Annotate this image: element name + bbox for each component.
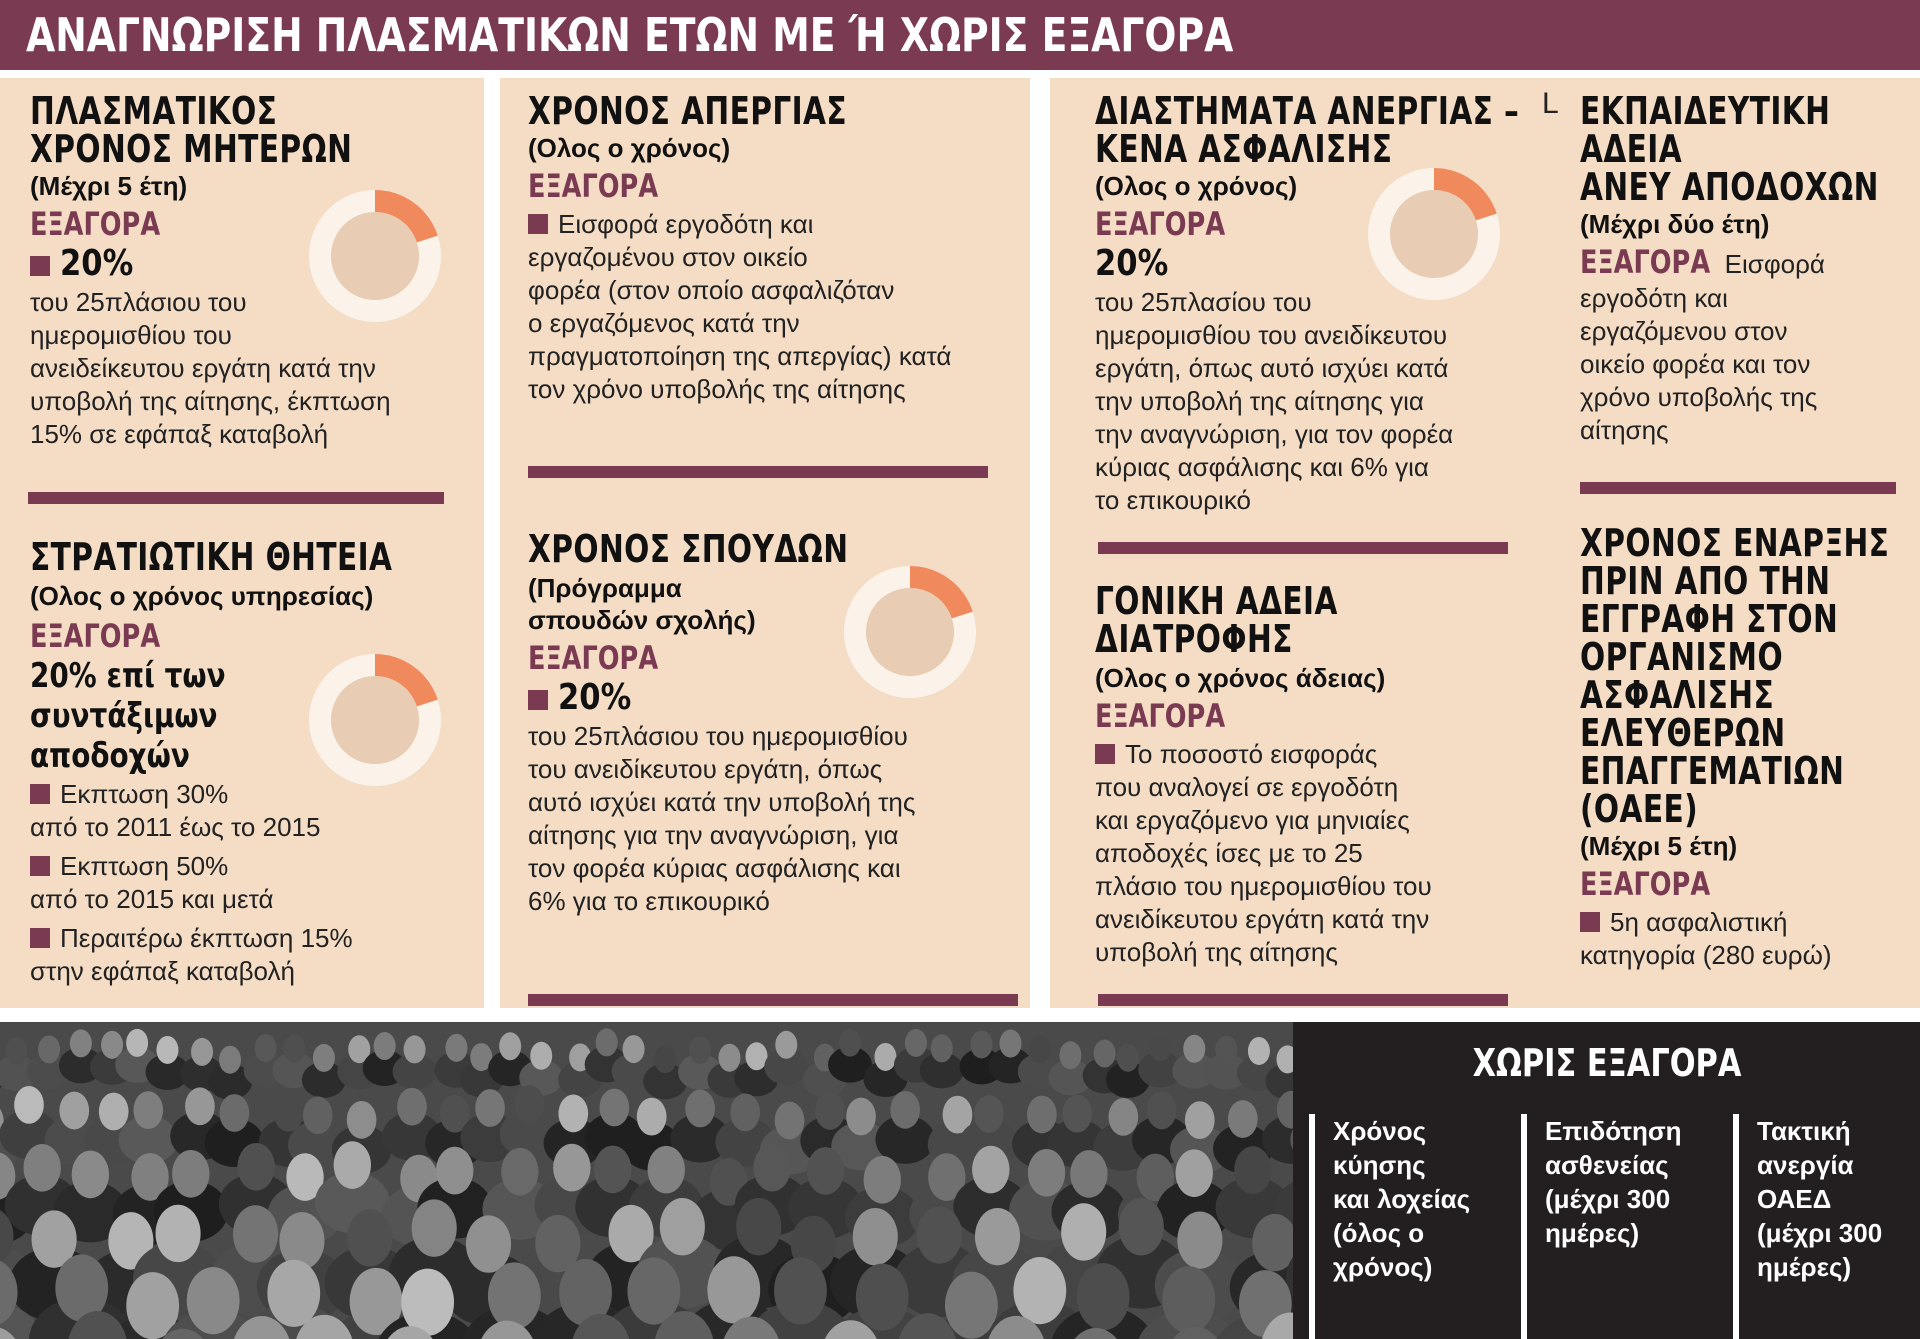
section-subtitle: (Μέχρι 5 έτη)	[30, 171, 188, 201]
person-head	[1059, 1041, 1081, 1069]
buyback-label: ΕΞΑΓΟΡΑ	[1580, 865, 1711, 903]
section-subtitle: (Ολος ο χρόνος άδειας)	[1095, 663, 1386, 693]
section-text	[1095, 286, 1515, 517]
text-line: αποδοχών	[30, 736, 190, 776]
text-line: του 25πλάσιου του	[30, 287, 247, 317]
bullet-icon	[30, 856, 50, 876]
person-head	[1077, 1263, 1130, 1330]
text-line: εργάτη, όπως αυτό ισχύει κατά	[1095, 353, 1449, 383]
bullet-icon	[528, 214, 548, 234]
person-head	[599, 1089, 629, 1127]
person-head	[401, 1269, 454, 1336]
section-title: ΟΡΓΑΝΙΣΜΟ	[1580, 635, 1784, 679]
section-divider	[1098, 542, 1508, 554]
text-line: (μέχρι 300	[1757, 1218, 1883, 1248]
section-educational	[1580, 89, 1910, 447]
text-line: Εκπτωση 30%	[60, 779, 229, 809]
buyback-label: ΕΞΑΓΟΡΑ	[528, 639, 659, 677]
text-line: 15% σε εφάπαξ καταβολή	[30, 419, 329, 449]
person-head	[1029, 1035, 1051, 1063]
person-head	[530, 1042, 552, 1070]
text-line: χρόνος)	[1333, 1252, 1433, 1282]
person-head	[219, 1046, 241, 1074]
text-line: (μέχρι 300	[1545, 1184, 1671, 1214]
buyback-label: ΕΞΑΓΟΡΑ	[1095, 697, 1226, 735]
section-title: ΚΕΝΑ ΑΣΦΑΛΙΣΗΣ	[1095, 127, 1393, 171]
person-head	[558, 1095, 588, 1133]
person-head	[1162, 1266, 1215, 1333]
person-head	[156, 1036, 178, 1064]
person-head	[99, 1093, 129, 1131]
text-line: αυτό ισχύει κατά την υποβολή της	[528, 787, 916, 817]
text-line: που αναλογεί σε εργοδότη	[1095, 772, 1399, 802]
person-head	[374, 1032, 396, 1060]
person-head	[890, 1091, 920, 1129]
person-head	[815, 1092, 845, 1130]
text-line: ανειδίκευτου εργάτη κατά την	[1095, 904, 1430, 934]
section-parental	[1095, 579, 1515, 969]
section-subtitle: (Ολος ο χρόνος)	[1095, 171, 1298, 201]
person-head	[1183, 1035, 1205, 1063]
person-head	[515, 1085, 545, 1123]
no-buyback-title-text: ΧΩΡΙΣ ΕΞΑΓΟΡΑ	[1472, 1041, 1741, 1085]
person-head	[856, 1264, 909, 1331]
text-line: αίτησης για την αναγνώριση, για	[528, 820, 899, 850]
text-line: και λοχείας	[1333, 1184, 1471, 1214]
person-head	[274, 1094, 304, 1132]
section-text	[528, 720, 1028, 918]
person-head	[1149, 1033, 1171, 1061]
section-divider	[528, 466, 988, 478]
donut-chart	[307, 652, 443, 788]
section-subtitle: (Ολος ο χρόνος υπηρεσίας)	[30, 581, 374, 611]
text-line: ημέρες)	[1757, 1252, 1852, 1282]
person-head	[1013, 1257, 1066, 1324]
corner-mark: L	[1542, 87, 1559, 120]
person-head	[475, 1089, 505, 1127]
text-line: ασθενείας	[1545, 1150, 1669, 1180]
buyback-label: ΕΞΑΓΟΡΑ	[30, 205, 161, 243]
person-head	[553, 1144, 590, 1192]
text-line: Επιδότηση	[1545, 1116, 1682, 1146]
text-line: την αναγνώριση, για τον φορέα	[1095, 419, 1454, 449]
section-divider	[1098, 994, 1508, 1006]
text-line: τον φορέα κύριας ασφάλισης και	[528, 853, 901, 883]
person-head	[347, 1101, 377, 1139]
person-head	[14, 1086, 44, 1124]
bullet-icon	[1095, 744, 1115, 764]
section-title: ΑΝΕΥ ΑΠΟΔΟΧΩΝ	[1580, 165, 1879, 209]
section-text	[528, 208, 1028, 406]
person-head	[1027, 1096, 1057, 1134]
person-head	[1061, 1203, 1106, 1260]
person-head	[219, 1094, 249, 1132]
donut-hole	[1390, 190, 1478, 278]
section-title: ΕΓΓΡΑΦΗ ΣΤΟΝ	[1580, 597, 1839, 641]
text-line: τον χρόνο υποβολής της αίτησης	[528, 374, 906, 404]
section-unemployment	[1095, 89, 1520, 517]
person-head	[347, 1209, 392, 1266]
buyback-label: ΕΞΑΓΟΡΑ	[1580, 243, 1711, 281]
section-subtitle: (Μέχρι 5 έτη)	[1580, 831, 1738, 861]
person-head	[133, 1091, 163, 1129]
text-line: ανειδείκευτου εργάτη κατά την	[30, 353, 376, 383]
section-title: ΑΔΕΙΑ	[1580, 127, 1683, 171]
section-start	[1580, 521, 1910, 972]
person-head	[774, 1257, 827, 1324]
person-head	[839, 1029, 861, 1057]
text-line: από το 2015 και μετά	[30, 884, 274, 914]
section-title: ΧΡΟΝΟΣ ΜΗΤΕΡΩΝ	[30, 127, 353, 171]
text-line: Εισφορά εργοδότη και	[558, 209, 814, 239]
no-buyback-column	[1309, 1114, 1515, 1339]
text-line: στην εφάπαξ καταβολή	[30, 956, 295, 986]
person-head	[637, 1098, 667, 1136]
section-strike	[528, 89, 1028, 406]
text-line: 20% επί των	[30, 656, 226, 696]
person-head	[1147, 1092, 1177, 1130]
person-head	[255, 1034, 277, 1062]
text-line: κύησης	[1333, 1150, 1426, 1180]
section-title: ΧΡΟΝΟΣ ΑΠΕΡΓΙΑΣ	[528, 89, 848, 133]
person-head	[313, 1044, 335, 1072]
donut-chart	[1366, 166, 1502, 302]
text-line: (όλος ο	[1333, 1218, 1425, 1248]
percentage-text	[30, 656, 243, 776]
percentage: 20%	[558, 677, 632, 718]
buyback-label: ΕΞΑΓΟΡΑ	[1095, 205, 1226, 243]
text-line: πραγματοποίηση της απεργίας) κατά	[528, 341, 952, 371]
section-text	[1580, 282, 1910, 447]
percentage: 20%	[1095, 243, 1169, 284]
person-head	[404, 1035, 426, 1063]
person-head	[5, 1037, 27, 1065]
bullet-icon	[30, 256, 50, 276]
donut-hole	[866, 588, 954, 676]
person-head	[718, 1044, 740, 1072]
text-line: αποδοχές ίσες με το 25	[1095, 838, 1363, 868]
no-buyback-box	[1293, 1022, 1920, 1339]
section-title: ΑΣΦΑΛΙΣΗΣ	[1580, 673, 1775, 717]
person-head	[172, 1150, 209, 1198]
text-line: Εκπτωση 50%	[60, 851, 229, 881]
person-head	[1108, 1098, 1138, 1136]
text-line: του ανειδίκευτου εργάτη, όπως	[528, 754, 883, 784]
donut-hole	[331, 676, 419, 764]
donut-hole	[331, 212, 419, 300]
person-head	[187, 1267, 240, 1334]
text-line: οικείο φορέα και τον	[1580, 349, 1811, 379]
person-head	[917, 1206, 962, 1263]
text-line: κύριας ασφάλισης και 6% για	[1095, 452, 1429, 482]
person-head	[303, 1096, 333, 1134]
no-buyback-column	[1521, 1114, 1727, 1339]
person-head	[931, 1034, 953, 1062]
text-line: το επικουρικό	[1095, 485, 1251, 515]
text-line: 6% για το επικουρικό	[528, 886, 770, 916]
person-head	[1094, 1040, 1116, 1068]
person-head	[1185, 1101, 1215, 1139]
person-head	[397, 1088, 427, 1126]
person-head	[1176, 1149, 1213, 1197]
person-head	[72, 1151, 109, 1199]
donut-chart	[842, 564, 978, 700]
section-text	[1580, 906, 1910, 972]
section-title: ΔΙΑΣΤΗΜΑΤΑ ΑΝΕΡΓΙΑΣ –	[1095, 89, 1520, 133]
person-head	[707, 1256, 760, 1323]
section-title: ΓΟΝΙΚΗ ΑΔΕΙΑ	[1095, 579, 1338, 623]
text-line: Το ποσοστό εισφοράς	[1125, 739, 1378, 769]
person-head	[191, 1038, 213, 1066]
person-head	[1070, 1150, 1107, 1198]
person-head	[237, 1143, 274, 1191]
bullet-icon	[1580, 912, 1600, 932]
person-head	[126, 1029, 148, 1057]
person-head	[689, 1036, 711, 1064]
text-line: υποβολή της αίτησης, έκπτωση	[30, 386, 391, 416]
person-head	[775, 1102, 805, 1140]
person-head	[23, 1144, 60, 1192]
person-head	[412, 1199, 457, 1256]
discount-list	[30, 778, 480, 988]
text-line: χρόνο υποβολής της	[1580, 382, 1818, 412]
text-line: ημέρες)	[1545, 1218, 1640, 1248]
person-head	[70, 1029, 92, 1057]
person-head	[185, 1087, 215, 1125]
text-line: την υποβολή της αίτησης για	[1095, 386, 1424, 416]
text-line: κατηγορία (280 ευρώ)	[1580, 940, 1832, 970]
title-bar	[0, 0, 1920, 70]
person-head	[746, 1042, 768, 1070]
person-head	[38, 1035, 60, 1063]
person-head	[445, 1034, 467, 1062]
section-title: ΠΛΑΣΜΑΤΙΚΟΣ	[30, 89, 278, 133]
person-head	[685, 1090, 715, 1128]
person-head	[156, 1205, 201, 1262]
section-divider	[28, 492, 444, 504]
section-subtitle: (Μέχρι δύο έτη)	[1580, 209, 1770, 239]
section-title: ΧΡΟΝΟΣ ΣΠΟΥΔΩΝ	[528, 527, 849, 571]
person-head	[596, 1028, 618, 1056]
section-subtitle: (Ολος ο χρόνος)	[528, 133, 731, 163]
section-title: ΠΡΙΝ ΑΠΟ ΤΗΝ	[1580, 559, 1831, 603]
person-head	[594, 1146, 631, 1194]
person-head	[1028, 1149, 1065, 1197]
text-line: του 25πλασίου του	[1095, 287, 1312, 317]
text-line: εργαζόμενου στον	[1580, 316, 1788, 346]
text-line: Εισφορά	[1724, 249, 1825, 279]
person-head	[1228, 1100, 1258, 1138]
person-head	[488, 1262, 541, 1329]
text-line: και εργαζόμενο για μηνιαίες	[1095, 805, 1410, 835]
buyback-label: ΕΞΑΓΟΡΑ	[30, 617, 161, 655]
person-head	[1215, 1036, 1237, 1064]
page-title: ΑΝΑΓΝΩΡΙΣΗ ΠΛΑΣΜΑΤΙΚΩΝ ΕΤΩΝ ΜΕ Ή ΧΩΡΙΣ ΕΞΑΓΟΡΑ	[26, 8, 1234, 62]
text-line: ο εργαζόμενος κατά την	[528, 308, 800, 338]
section-subtitle: (Πρόγραμμα	[528, 573, 682, 603]
person-head	[736, 1198, 781, 1255]
text-line: εργοδότη και	[1580, 283, 1728, 313]
person-head	[267, 1260, 320, 1327]
section-title: ΔΙΑΤΡΟΦΗΣ	[1095, 617, 1293, 661]
person-head	[466, 1215, 511, 1272]
buyback-label: ΕΞΑΓΟΡΑ	[528, 167, 659, 205]
person-head	[972, 1146, 1009, 1194]
person-head	[945, 1272, 998, 1339]
person-head	[499, 1032, 521, 1060]
text-line: 5η ασφαλιστική	[1610, 907, 1788, 937]
person-head	[233, 1205, 278, 1262]
person-head	[846, 1098, 876, 1136]
section-title: ΣΤΡΑΤΙΩΤΙΚΗ ΘΗΤΕΙΑ	[30, 535, 393, 579]
person-head	[775, 1031, 797, 1059]
crowd-photo	[0, 1022, 1293, 1339]
person-head	[623, 1035, 645, 1063]
person-head	[874, 1043, 896, 1071]
person-head	[501, 1148, 538, 1196]
text-line: Περαιτέρω έκπτωση 15%	[60, 923, 353, 953]
person-head	[974, 1095, 1004, 1133]
bullet-icon	[528, 690, 548, 710]
section-divider	[1580, 482, 1896, 494]
person-head	[970, 1030, 992, 1058]
text-line: ανεργία	[1757, 1150, 1854, 1180]
person-head	[1234, 1146, 1271, 1194]
person-head	[279, 1212, 324, 1269]
person-head	[864, 1156, 901, 1204]
person-head	[807, 1147, 844, 1195]
text-line: Τακτική	[1757, 1116, 1851, 1146]
text-line: Χρόνος	[1333, 1116, 1427, 1146]
person-head	[283, 1034, 305, 1062]
person-head	[975, 1208, 1020, 1265]
bullet-icon	[30, 784, 50, 804]
text-line: εργαζομένου στον οικείο	[528, 242, 808, 272]
person-head	[334, 1141, 371, 1189]
no-buyback-title	[1293, 1040, 1920, 1086]
section-title: ΕΠΑΓΓΕΜΑΤΙΩΝ	[1580, 749, 1845, 793]
section-text	[1095, 738, 1515, 969]
bullet-icon	[30, 928, 50, 948]
text-line: αίτησης	[1580, 415, 1669, 445]
text-line: ημερομισθίου του	[30, 320, 232, 350]
section-subtitle: σπουδών σχολής)	[528, 605, 756, 635]
text-line: ΟΑΕΔ	[1757, 1184, 1832, 1214]
section-title: ΕΚΠΑΙΔΕΥΤΙΚΗ	[1580, 89, 1831, 133]
text-line: από το 2011 έως το 2015	[30, 812, 321, 842]
section-divider	[528, 994, 1018, 1006]
text-line: υποβολή της αίτησης	[1095, 937, 1338, 967]
person-head	[648, 1146, 685, 1194]
person-head	[1062, 1095, 1092, 1133]
person-head	[59, 1092, 89, 1130]
person-head	[654, 1045, 676, 1073]
person-head	[905, 1029, 927, 1057]
section-title: ΧΡΟΝΟΣ ΕΝΑΡΞΗΣ	[1580, 521, 1890, 565]
section-title: ΕΛΕΥΘΕΡΩΝ	[1580, 711, 1786, 755]
text-line: πλάσιο του ημερομισθίου του	[1095, 871, 1432, 901]
no-buyback-column	[1733, 1114, 1919, 1339]
text-line: ημερομισθίου του ανειδίκευτου	[1095, 320, 1448, 350]
donut-chart	[307, 188, 443, 324]
text-line: φορέα (στον οποίο ασφαλιζόταν	[528, 275, 895, 305]
text-line: του 25πλάσιου του ημερομισθίου	[528, 721, 908, 751]
section-title: (ΟΑΕΕ)	[1580, 787, 1699, 831]
person-head	[1117, 1044, 1139, 1072]
person-head	[853, 1208, 898, 1265]
person-head	[1177, 1211, 1222, 1268]
person-head	[1248, 1037, 1270, 1065]
text-line: συντάξιμων	[30, 696, 218, 736]
person-head	[753, 1144, 790, 1192]
person-head	[730, 1093, 760, 1131]
person-head	[999, 1030, 1021, 1058]
person-head	[660, 1198, 705, 1255]
person-head	[436, 1147, 473, 1195]
percentage: 20%	[60, 243, 134, 284]
person-head	[1119, 1198, 1164, 1255]
crowd-image	[0, 1022, 1293, 1339]
